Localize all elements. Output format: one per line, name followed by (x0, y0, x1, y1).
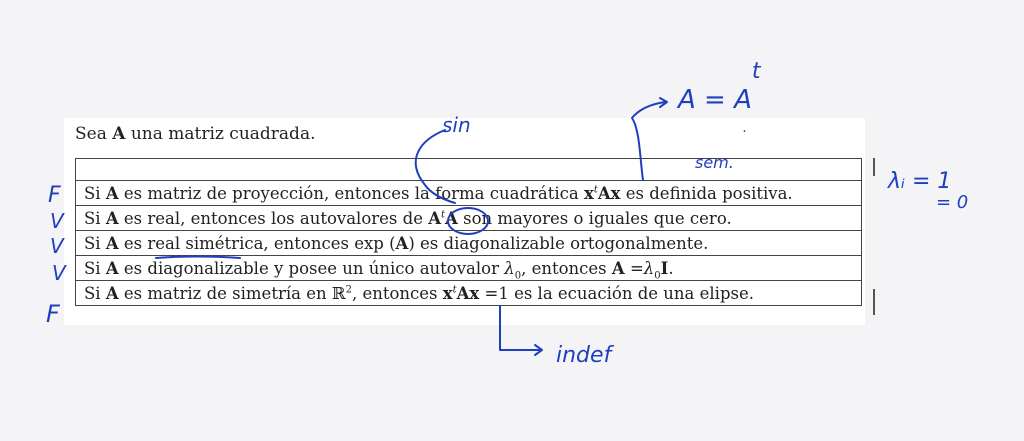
mark-row-2: V (50, 209, 64, 233)
underline-real-simetrica (156, 257, 240, 259)
note-sem: sem. (695, 153, 734, 172)
mark-row-4: V (52, 261, 66, 285)
mark-row-1: F (48, 183, 61, 208)
mark-row-3: V (50, 234, 64, 258)
intro-post: una matriz cuadrada. (130, 124, 316, 144)
note-sin: sin (442, 113, 471, 137)
svg-text:·: · (742, 124, 747, 140)
note-lambda-zero: = 0 (936, 192, 969, 213)
mark-row-5: F (46, 300, 60, 328)
arrow-A-eq-At (632, 102, 665, 180)
statement-3: Si A es real simétrica, entonces exp (A) es diagonalizable ortogonalmente. (76, 231, 862, 256)
statement-2: Si A es real, entonces los autovalores de $A^tA$ son mayores o iguales que cero. (76, 206, 862, 231)
note-lambda: λᵢ = 1 (888, 169, 952, 194)
statement-5: Si A es matriz de simetría en ℝ$^2$, entonces $x^tAx =1$ es la ecuación de una elipse. (76, 281, 862, 306)
note-A-eq-At: $A = A^t$ (678, 59, 761, 115)
circle-AtA (448, 208, 488, 234)
intro-pre: Sea (75, 124, 107, 144)
statement-4: Si A es diagonalizable y posee un único autovalor $\lambda_0$, entonces $A =\lambda_0I$. (76, 256, 862, 281)
arrow-sin (416, 130, 455, 203)
intro-matrix: A (112, 124, 126, 144)
statement-1: Si A es matriz de proyección, entonces la forma cuadrática $x^tAx$ es definida positiva. (76, 181, 862, 206)
arrow-indef (500, 306, 540, 350)
note-indef: indef (556, 343, 612, 368)
